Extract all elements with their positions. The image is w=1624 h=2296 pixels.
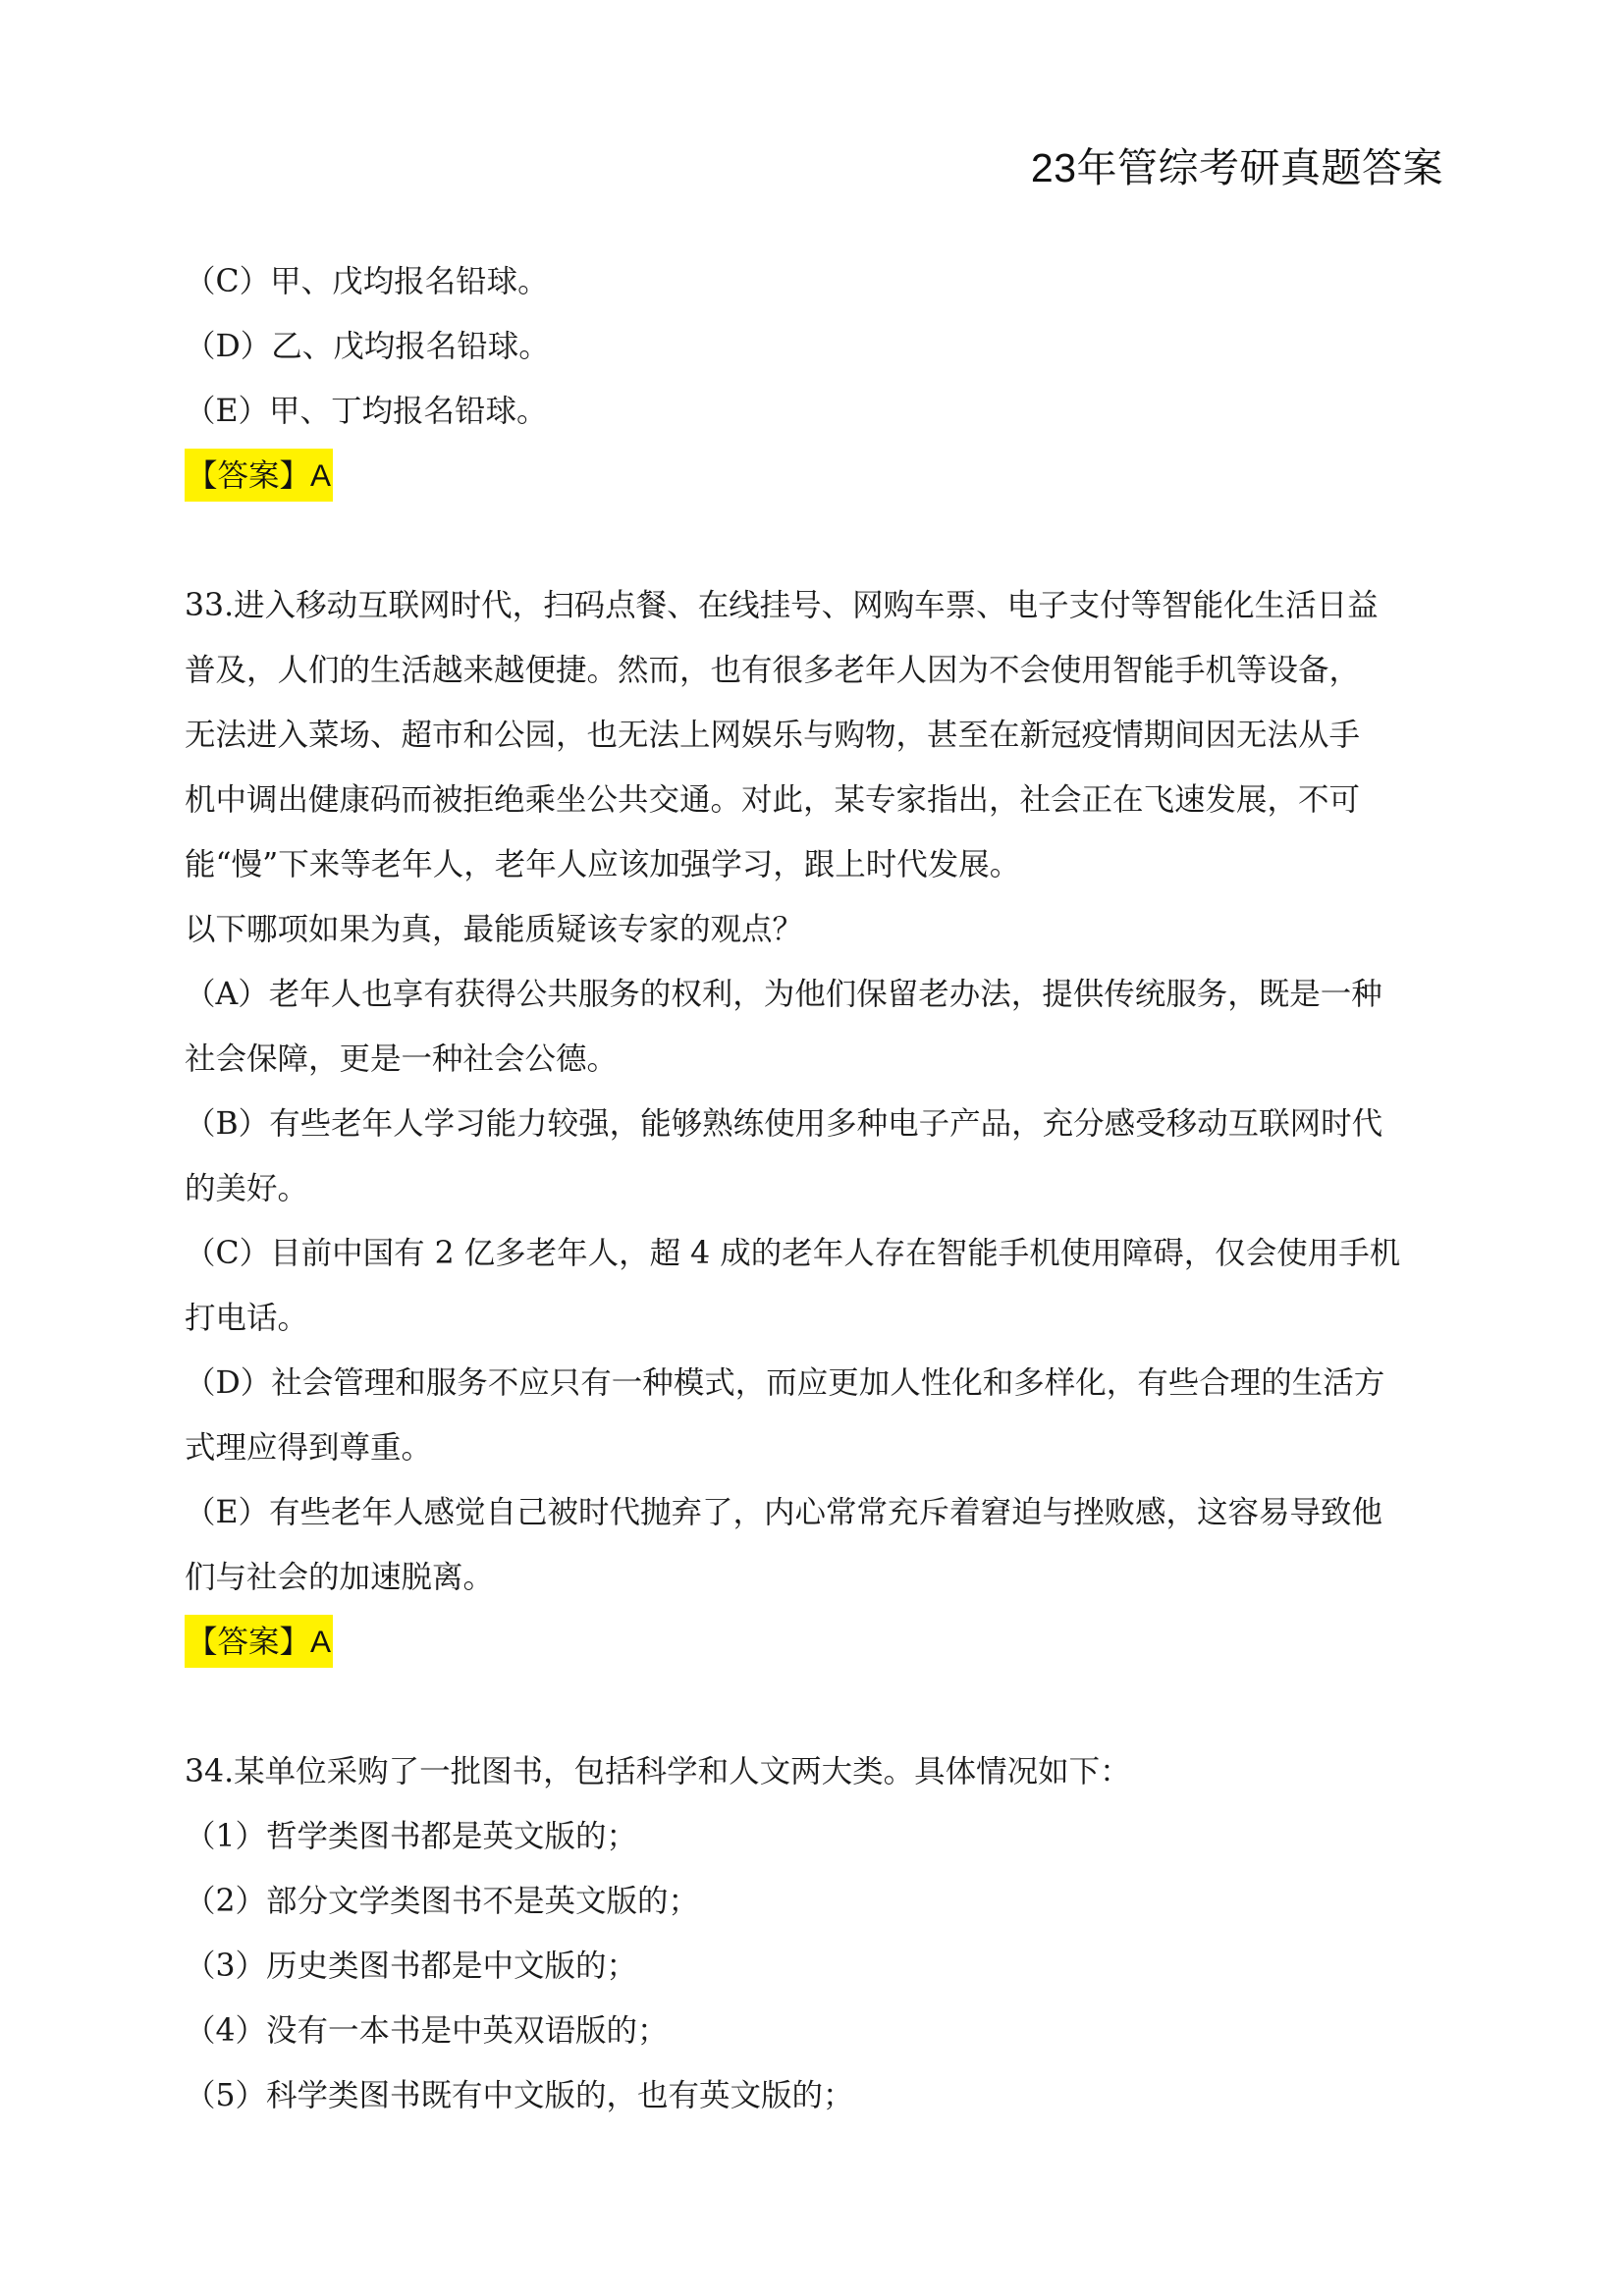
q33-answer-highlight: 【答案】A [185,1615,333,1668]
q32-option-e: （E）甲、丁均报名铅球。 [185,394,548,429]
q33-option-e: （E）有些老年人感觉自己被时代抛弃了，内心常常充斥着窘迫与挫败感，这容易导致他 [185,1495,1382,1530]
q33-option-a-cont: 社会保障，更是一种社会公德。 [185,1041,619,1077]
q33-question: 以下哪项如果为真，最能质疑该专家的观点？ [185,912,804,947]
q32-answer-line [185,444,1451,508]
q33-stem-line: 33.进入移动互联网时代，扫码点餐、在线挂号、网购车票、电子支付等智能化生活日益 [185,588,1379,623]
q34-condition-2: （2）部分文学类图书不是英文版的； [185,1884,700,1919]
q33-option-c-cont: 打电话。 [185,1301,309,1336]
spacer [185,508,1451,573]
page-header-title: 23年管综考研真题答案 [1030,145,1443,190]
q34-condition-5: （5）科学类图书既有中文版的，也有英文版的； [185,2078,854,2113]
q32-option-c: （C）甲、戊均报名铅球。 [185,264,549,299]
q34-condition-1: （1）哲学类图书都是英文版的； [185,1819,638,1854]
q33-option-e-cont: 们与社会的加速脱离。 [185,1560,495,1595]
q33-stem-line: 无法进入菜场、超市和公园，也无法上网娱乐与购物，甚至在新冠疫情期间因无法从手 [185,718,1361,753]
q34-condition-4: （4）没有一本书是中英双语版的； [185,2013,669,2049]
q33-option-d-cont: 式理应得到尊重。 [185,1430,433,1466]
q33-stem-line: 普及，人们的生活越来越便捷。然而，也有很多老年人因为不会使用智能手机等设备， [185,653,1361,688]
q33-option-a: （A）老年人也享有获得公共服务的权利，为他们保留老办法，提供传统服务，既是一种 [185,977,1382,1012]
q33-stem-line: 能“慢”下来等老年人，老年人应该加强学习，跟上时代发展。 [185,847,1021,882]
q34-stem: 34.某单位采购了一批图书，包括科学和人文两大类。具体情况如下： [185,1754,1131,1789]
q33-option-d: （D）社会管理和服务不应只有一种模式，而应更加人性化和多样化，有些合理的生活方 [185,1365,1385,1401]
q33-option-c: （C）目前中国有 2 亿多老年人，超 4 成的老年人存在智能手机使用障碍，仅会使用手机 [185,1236,1401,1271]
q32-answer-highlight: 【答案】A [185,449,333,502]
q34-condition-3: （3）历史类图书都是中文版的； [185,1949,638,1984]
q33-stem-line: 机中调出健康码而被拒绝乘坐公共交通。对此，某专家指出，社会正在飞速发展，不可 [185,782,1361,818]
spacer [185,1675,1451,1739]
page-content [185,249,1451,2128]
q33-option-b-cont: 的美好。 [185,1171,309,1206]
q33-answer-line [185,1610,1451,1675]
q32-option-d: （D）乙、戊均报名铅球。 [185,329,550,364]
q33-option-b: （B）有些老年人学习能力较强，能够熟练使用多种电子产品，充分感受移动互联网时代 [185,1106,1383,1142]
